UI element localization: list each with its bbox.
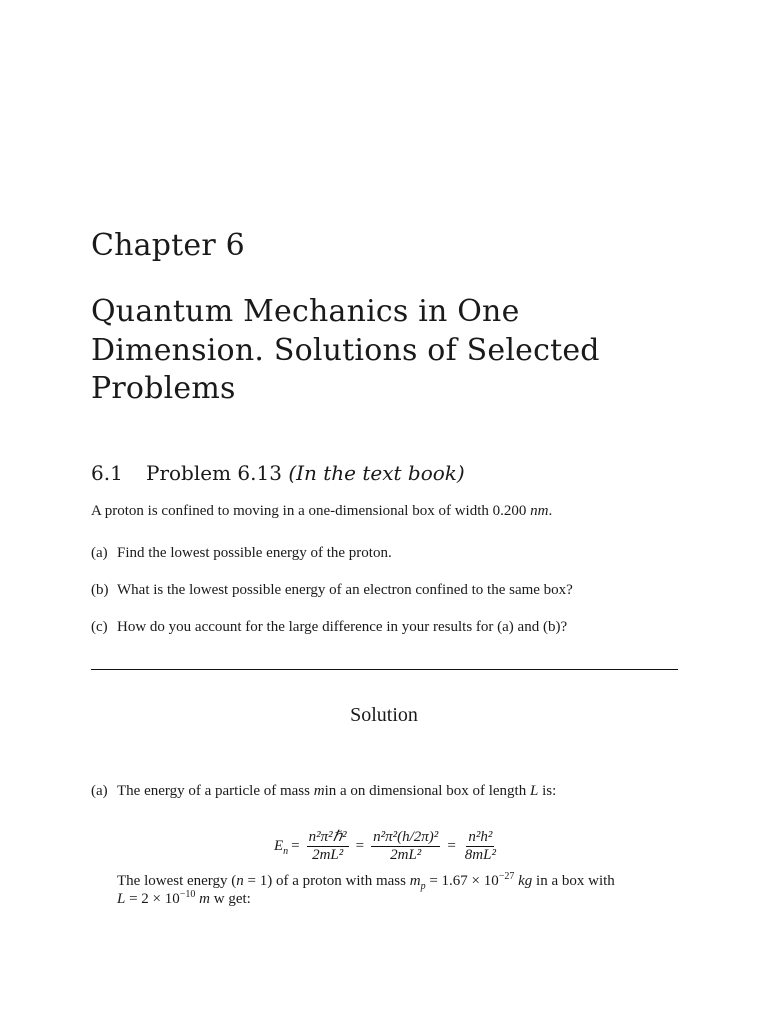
equals-sign: =	[447, 837, 456, 854]
list-text: What is the lowest possible energy of an electron confined to the same box?	[117, 582, 573, 598]
fraction-numerator: n²π²(h/2π)²	[373, 828, 439, 845]
eq-fraction-2	[371, 829, 440, 864]
list-text: Find the lowest possible energy of the proton.	[117, 545, 392, 561]
problem-intro-unit: nm	[530, 503, 549, 519]
list-text: How do you account for the large difference in your results for (a) and (b)?	[117, 619, 568, 635]
chapter-title: Quantum Mechanics in One Dimension. Solutions of Selected Problems	[91, 294, 600, 406]
fraction-numerator: n²h²	[468, 828, 493, 845]
list-marker: (a)	[91, 783, 108, 799]
horizontal-rule	[91, 669, 678, 670]
problem-intro-suffix: .	[548, 503, 553, 519]
solution-heading: Solution	[350, 704, 418, 726]
problem-item-b	[91, 580, 573, 600]
problem-intro	[91, 501, 552, 521]
section-heading	[91, 459, 465, 487]
problem-item-c	[91, 617, 567, 637]
solution-text: in a on dimensional box of length	[324, 783, 530, 799]
chapter-label: Chapter 6	[91, 228, 245, 263]
fraction-denominator: 2mL²	[312, 846, 344, 863]
solution-paragraph-line-2: $L = 2 \times 10^{-10}$ m w get:	[117, 889, 251, 907]
eq-fraction-3	[463, 829, 498, 864]
fraction-denominator: 8mL²	[464, 846, 496, 863]
fraction-numerator: n²π²ℏ²	[308, 828, 347, 845]
eq-lhs: $E_n$	[274, 837, 289, 857]
solution-part-a	[91, 781, 556, 801]
eq-fraction-1	[307, 829, 349, 864]
list-marker: (c)	[91, 619, 108, 635]
section-note: (In the text book)	[288, 461, 465, 485]
fraction-denominator: 2mL²	[390, 846, 422, 863]
energy-equation	[274, 824, 502, 868]
list-marker: (b)	[91, 582, 109, 598]
solution-paragraph-line-1: The lowest energy (n = 1) of a proton with mass $m_p = 1.67 \times 10^{-27}$ kg in a box with	[117, 871, 615, 892]
problem-intro-text: A proton is confined to moving in a one-dimensional box of width 0.200	[91, 503, 531, 519]
section-number: 6.1	[91, 461, 123, 485]
var-m: m	[313, 783, 325, 799]
list-marker: (a)	[91, 545, 108, 561]
solution-text: is:	[538, 783, 557, 799]
equals-sign: =	[291, 837, 300, 854]
var-L: L	[529, 783, 539, 799]
solution-text: The energy of a particle of mass	[117, 783, 314, 799]
equals-sign: =	[355, 837, 365, 854]
section-title: Problem 6.13	[146, 461, 282, 485]
problem-item-a	[91, 543, 392, 563]
